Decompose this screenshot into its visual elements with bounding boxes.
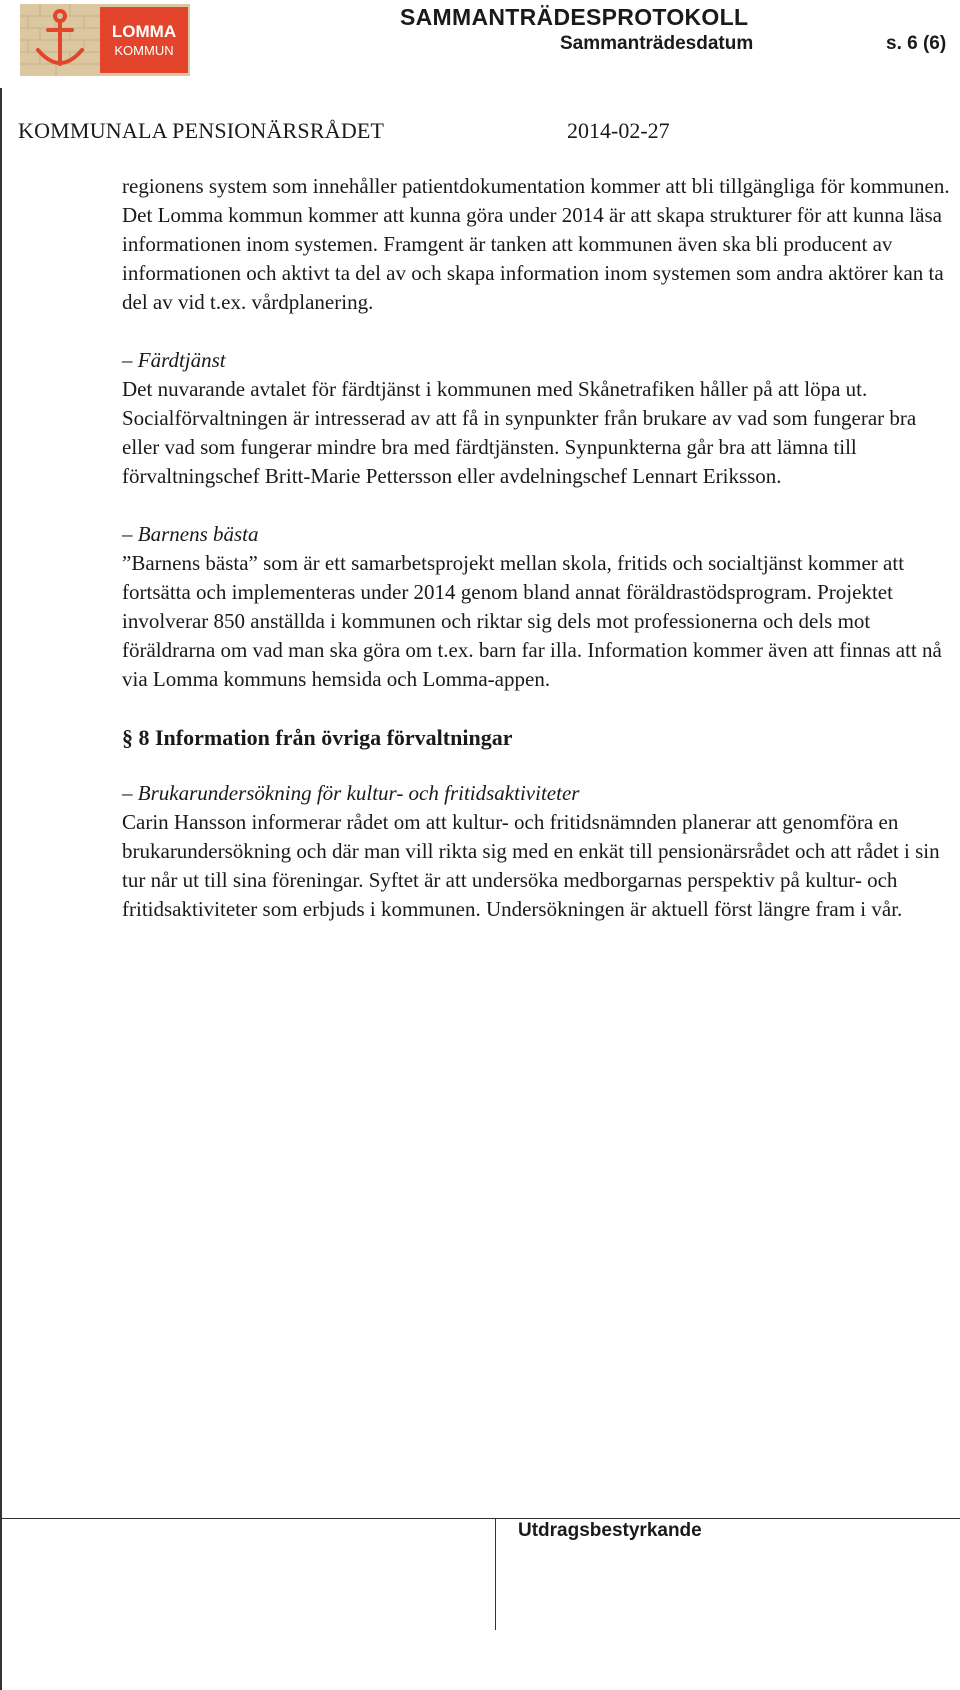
page-indicator: s. 6 (6) xyxy=(886,33,947,54)
protocol-body xyxy=(122,172,952,924)
svg-text:KOMMUN: KOMMUN xyxy=(114,43,174,58)
lomma-logo-icon xyxy=(20,4,190,76)
brukarundersokning-heading: – Brukarundersökning för kultur- och fritidsaktiviteter xyxy=(122,781,580,805)
footer-rule xyxy=(0,1518,960,1519)
page-border-left xyxy=(0,88,2,1690)
committee-name: KOMMUNALA PENSIONÄRSRÅDET xyxy=(18,118,385,143)
svg-text:LOMMA: LOMMA xyxy=(111,22,177,41)
lomma-kommun-logo xyxy=(20,4,190,76)
brukarundersokning-paragraph: Carin Hansson informerar rådet om att kultur- och fritidsnämnden planerar att genomföra en brukarundersökning och där man vill rikta sig med en enkät till pensionärsrådet och att rådet i sin tur når ut till sina föreningar. Syftet är att undersöka medborgarnas perspektiv på kultur- och fritidsaktiviteter som erbjuds i kommunen. Undersökningen är aktuell först längre fram i vår. xyxy=(122,810,940,921)
fardtjanst-paragraph: Det nuvarande avtalet för färdtjänst i kommunen med Skånetrafiken håller på att löpa ut. Socialförvaltningen är intresserad av att få in synpunkter från brukare av vad som fungerar bra eller vad som fungerar mindre bra med färdtjänsten. Synpunkterna går bra att lämna till förvaltningschef Britt-Marie Pettersson eller avdelningschef Lennart Eriksson. xyxy=(122,377,917,488)
protocol-title: SAMMANTRÄDESPROTOKOLL xyxy=(400,4,749,30)
barnens-basta-heading: – Barnens bästa xyxy=(122,522,259,546)
fardtjanst-heading: – Färdtjänst xyxy=(122,348,226,372)
footer-divider xyxy=(495,1518,496,1630)
barnens-basta-paragraph: ”Barnens bästa” som är ett samarbetsprojekt mellan skola, fritids och socialtjänst kommer att fortsätta och implementeras under 2014 genom bland annat föräldrastödsprogram. Projektet involverar 850 anställda i kommunen och riktar sig dels mot professionerna och dels mot föräldrarna om vad man ska göra om t.ex. barn far illa. Information kommer även att finnas att nå via Lomma kommuns hemsida och Lomma-appen. xyxy=(122,551,942,691)
utdragsbestyrkande-label: Utdragsbestyrkande xyxy=(518,1520,702,1541)
section-8-heading: § 8 Information från övriga förvaltningar xyxy=(122,725,513,750)
meeting-date: 2014-02-27 xyxy=(567,118,670,143)
intro-paragraph: regionens system som innehåller patientdokumentation kommer att bli tillgängliga för kommunen. Det Lomma kommun kommer att kunna göra under 2014 är att skapa strukturer för att kunna läsa informationen inom systemen. Framgent är tanken att kommunen även ska bli producent av informationen och aktivt ta del av och skapa information inom systemen som andra aktörer kan ta del av vid t.ex. vårdplanering. xyxy=(122,174,950,314)
meeting-date-label: Sammanträdesdatum xyxy=(560,33,754,54)
